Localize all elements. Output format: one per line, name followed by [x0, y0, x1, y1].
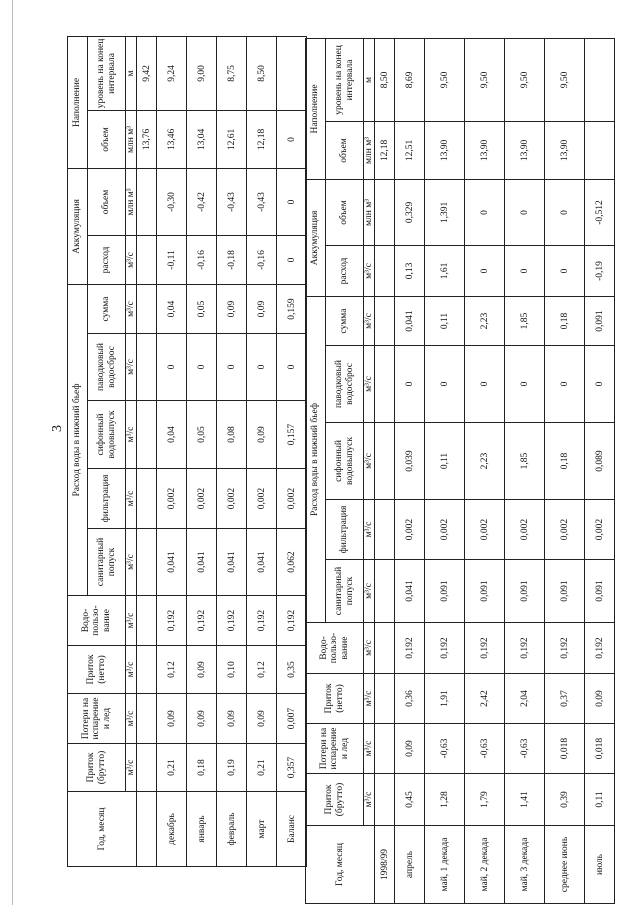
table-cell: -0,18: [217, 235, 247, 284]
table-cell: 0,091: [465, 560, 505, 623]
table-cell: [137, 744, 157, 792]
t2-header-year: Год, месяц: [306, 826, 375, 904]
unit-label: м³/с: [364, 346, 375, 423]
table-cell: 0,062: [277, 529, 307, 596]
unit-label: м³/с: [126, 596, 137, 646]
table-row: [187, 36, 217, 866]
table-cell: [375, 724, 395, 774]
t2-header-level: уровень на конец интервала: [326, 38, 364, 121]
table-cell: 0,12: [247, 646, 277, 694]
table-cell: 0,04: [157, 401, 187, 469]
table-cell: 0: [187, 334, 217, 401]
table-cell: 0,05: [187, 401, 217, 469]
scan-edge-line: [12, 0, 13, 905]
t2-header-fill-group: Наполнение: [306, 38, 326, 179]
table-cell: 0,192: [425, 623, 465, 674]
table-cell: -0,30: [157, 168, 187, 235]
table-row: [157, 36, 187, 866]
table-cell: 9,42: [137, 36, 157, 110]
t2-header-sum: сумма: [326, 296, 364, 345]
table-cell: 9,50: [465, 38, 505, 121]
table-cell: 2,23: [465, 296, 505, 345]
unit-label: м³/с: [364, 423, 375, 500]
table-cell: -0,16: [187, 235, 217, 284]
table-cell: [375, 674, 395, 724]
table-cell: 0,002: [465, 500, 505, 560]
table-cell: 0,36: [395, 674, 425, 724]
table-cell: 0: [465, 245, 505, 296]
table-row: [247, 36, 277, 866]
table-row: [585, 38, 615, 903]
table-cell: 0,002: [157, 469, 187, 529]
table-cell: 0,09: [247, 284, 277, 333]
table-cell: -0,16: [247, 235, 277, 284]
table-cell: 0,002: [395, 500, 425, 560]
table-cell: -0,42: [187, 168, 217, 235]
table-cell: 0,002: [585, 500, 615, 560]
t1-header-level: уровень на конец интервала: [88, 36, 126, 110]
table-1: [67, 37, 307, 867]
row-label: 1998/99: [375, 826, 395, 904]
table-cell: 0,18: [187, 744, 217, 792]
table-cell: 0,091: [585, 296, 615, 345]
table-cell: 0: [277, 110, 307, 168]
table-cell: 9,50: [425, 38, 465, 121]
t2-header-filtration: фильтрация: [326, 500, 364, 560]
table-cell: 13,90: [505, 121, 545, 179]
table-cell: 9,50: [545, 38, 585, 121]
table-cell: 0,09: [585, 674, 615, 724]
table-cell: 12,18: [375, 121, 395, 179]
unit-label: м³/с: [126, 529, 137, 596]
row-label: июль: [585, 826, 615, 904]
t2-header-accum-group: Аккумуляция: [306, 179, 326, 296]
unit-label: м³/с: [126, 235, 137, 284]
t1-header-flood: паводковый водосброс: [88, 334, 126, 401]
unit-label: м³/с: [364, 623, 375, 674]
table-cell: 0: [465, 346, 505, 423]
table-cell: 0,157: [277, 401, 307, 469]
t1-header-volume: объем: [88, 168, 126, 235]
table-row-initial: [137, 36, 157, 866]
table-cell: 0,11: [425, 423, 465, 500]
table-cell: 0,04: [157, 284, 187, 333]
unit-label: млн м³: [364, 179, 375, 245]
table-cell: 12,51: [395, 121, 425, 179]
table-cell: 0,007: [277, 694, 307, 744]
table-cell: 0: [277, 235, 307, 284]
table-cell: 0,35: [277, 646, 307, 694]
table-row: [465, 38, 505, 903]
table-cell: 0,09: [157, 694, 187, 744]
unit-label: м³/с: [364, 724, 375, 774]
table-cell: 0,192: [395, 623, 425, 674]
t1-header-water-use: Водо-пользо-вание: [68, 596, 126, 646]
table-cell: 8,50: [247, 36, 277, 110]
unit-label: м³/с: [364, 774, 375, 826]
table-cell: 0: [157, 334, 187, 401]
row-label: январь: [187, 792, 217, 867]
table-cell: [137, 529, 157, 596]
row-label: май, 2 декада: [465, 826, 505, 904]
table-cell: 1,41: [505, 774, 545, 826]
table-cell: [137, 469, 157, 529]
t1-header-filtration: фильтрация: [88, 469, 126, 529]
table-cell: 0,192: [187, 596, 217, 646]
table-cell: [375, 500, 395, 560]
table-cell: [137, 694, 157, 744]
table-cell: 13,46: [157, 110, 187, 168]
t2-header-inflow-net: Приток (нетто): [306, 674, 364, 724]
table-cell: 0: [395, 346, 425, 423]
row-label: май, 1 декада: [425, 826, 465, 904]
t2-header-rate: расход: [326, 245, 364, 296]
table-cell: 0,041: [187, 529, 217, 596]
t1-header-accum-group: Аккумуляция: [68, 168, 88, 284]
table-cell: 1,79: [465, 774, 505, 826]
unit-label: м: [126, 36, 137, 110]
unit-label: млн м³: [126, 168, 137, 235]
t1-header-losses: Потери на испарение и лед: [68, 694, 126, 744]
table-row-balance: [277, 36, 307, 866]
table-cell: 0,159: [277, 284, 307, 333]
table-cell: -0,512: [585, 179, 615, 245]
t1-header-siphon: сифонный водовыпуск: [88, 401, 126, 469]
table-cell: 0,192: [217, 596, 247, 646]
t2-header-flood: паводковый водосброс: [326, 346, 364, 423]
t2-header-sanitary: санитарный попуск: [326, 560, 364, 623]
table-cell: 1,391: [425, 179, 465, 245]
t2-header-losses: Потери на испарение и лед: [306, 724, 364, 774]
table-cell: 0,089: [585, 423, 615, 500]
table-cell: 0,12: [157, 646, 187, 694]
table-cell: 0: [277, 334, 307, 401]
table-cell: [375, 560, 395, 623]
table-cell: 0,192: [465, 623, 505, 674]
table-cell: [277, 36, 307, 110]
table-cell: 13,04: [187, 110, 217, 168]
table-cell: 0,357: [277, 744, 307, 792]
table-cell: 8,50: [375, 38, 395, 121]
table-cell: -0,63: [465, 724, 505, 774]
table-cell: 0: [585, 346, 615, 423]
unit-label: м³/с: [126, 401, 137, 469]
table-cell: [375, 346, 395, 423]
table-cell: 0,041: [247, 529, 277, 596]
table-cell: [375, 423, 395, 500]
unit-label: м³/с: [126, 744, 137, 792]
table-cell: 0,21: [247, 744, 277, 792]
table-cell: 0: [465, 179, 505, 245]
table-cell: 0: [545, 245, 585, 296]
t2-header-discharge-group: Расход воды в нижний бьеф: [306, 296, 326, 622]
table-cell: 0,11: [585, 774, 615, 826]
table-cell: 9,24: [157, 36, 187, 110]
table-cell: 0: [545, 179, 585, 245]
table-cell: 0,002: [217, 469, 247, 529]
table-cell: 0,002: [187, 469, 217, 529]
table-cell: 0: [545, 346, 585, 423]
t2-header-water-use: Водо-пользо-вание: [306, 623, 364, 674]
table-cell: [137, 284, 157, 333]
t1-header-inflow-gross: Приток (брутто): [68, 744, 126, 792]
table-cell: 0,09: [247, 694, 277, 744]
table-cell: 13,90: [425, 121, 465, 179]
table-cell: 0: [277, 168, 307, 235]
table-cell: [137, 401, 157, 469]
table-row: [545, 38, 585, 903]
table-row: [395, 38, 425, 903]
table-cell: 0,091: [585, 560, 615, 623]
t2-header-volume: объем: [326, 179, 364, 245]
table-cell: 13,76: [137, 110, 157, 168]
t1-header-sum: сумма: [88, 284, 126, 333]
table-cell: 2,04: [505, 674, 545, 724]
table-cell: 0: [505, 179, 545, 245]
row-label: февраль: [217, 792, 247, 867]
table-cell: [375, 245, 395, 296]
t1-header-fill-group: Наполнение: [68, 36, 88, 168]
table-cell: 0,039: [395, 423, 425, 500]
table-cell: 0,002: [545, 500, 585, 560]
table-cell: 0,002: [277, 469, 307, 529]
table-cell: [137, 235, 157, 284]
table-cell: 0,39: [545, 774, 585, 826]
table-cell: 0,09: [247, 401, 277, 469]
table-cell: 13,90: [545, 121, 585, 179]
table-2: [305, 39, 615, 904]
table-row: [505, 38, 545, 903]
table-cell: 0,192: [157, 596, 187, 646]
table-cell: 8,75: [217, 36, 247, 110]
table-cell: 8,69: [395, 38, 425, 121]
table-cell: 12,61: [217, 110, 247, 168]
table-cell: -0,63: [505, 724, 545, 774]
row-label: апрель: [395, 826, 425, 904]
table-cell: [585, 121, 615, 179]
table-cell: 0,09: [187, 694, 217, 744]
table-row-initial: [375, 38, 395, 903]
page-number: 3: [50, 425, 65, 432]
row-label: март: [247, 792, 277, 867]
table-cell: 0,08: [217, 401, 247, 469]
row-label: декабрь: [157, 792, 187, 867]
table-cell: 0,091: [545, 560, 585, 623]
row-label: май, 3 декада: [505, 826, 545, 904]
table-cell: 0: [425, 346, 465, 423]
table-cell: [137, 646, 157, 694]
table-cell: 0,09: [395, 724, 425, 774]
table-cell: 0,041: [395, 296, 425, 345]
table-cell: 0,041: [157, 529, 187, 596]
row-label: среднее июнь: [545, 826, 585, 904]
t2-header-inflow-gross: Приток (брутто): [306, 774, 364, 826]
table-row: [217, 36, 247, 866]
table-cell: -0,63: [425, 724, 465, 774]
unit-label: м³/с: [364, 245, 375, 296]
row-label: [137, 792, 157, 867]
table-cell: 0,09: [217, 694, 247, 744]
table-cell: 0,19: [217, 744, 247, 792]
table-cell: 9,50: [505, 38, 545, 121]
table-cell: 0,18: [545, 296, 585, 345]
table-cell: 0: [505, 245, 545, 296]
table-cell: [137, 596, 157, 646]
table-cell: -0,19: [585, 245, 615, 296]
table-cell: 1,91: [425, 674, 465, 724]
table-cell: 0,11: [425, 296, 465, 345]
table-cell: 0,041: [395, 560, 425, 623]
t1-header-discharge-group: Расход воды в нижний бьеф: [68, 284, 88, 595]
table-cell: 0: [505, 346, 545, 423]
table-cell: 0,05: [187, 284, 217, 333]
table-cell: 0,091: [425, 560, 465, 623]
table-cell: [585, 38, 615, 121]
table-cell: 0,192: [247, 596, 277, 646]
table-cell: 0,09: [217, 284, 247, 333]
table-cell: [375, 179, 395, 245]
table-cell: -0,43: [247, 168, 277, 235]
t1-header-fill-volume: объем: [88, 110, 126, 168]
t1-header-rate: расход: [88, 235, 126, 284]
unit-label: млн м³: [126, 110, 137, 168]
table-cell: 0,018: [585, 724, 615, 774]
table-cell: 0,002: [505, 500, 545, 560]
unit-label: м³/с: [126, 334, 137, 401]
row-label: Баланс: [277, 792, 307, 867]
table-cell: 12,18: [247, 110, 277, 168]
table-cell: 0,18: [545, 423, 585, 500]
table-cell: 1,61: [425, 245, 465, 296]
table-cell: 0,21: [157, 744, 187, 792]
unit-label: м³/с: [364, 500, 375, 560]
table-cell: 2,42: [465, 674, 505, 724]
table-cell: 0,09: [187, 646, 217, 694]
unit-label: млн м³: [364, 121, 375, 179]
table-cell: 0,192: [585, 623, 615, 674]
table-cell: 0,002: [425, 500, 465, 560]
unit-label: м³/с: [126, 469, 137, 529]
table-cell: 0,37: [545, 674, 585, 724]
table-cell: 1,85: [505, 423, 545, 500]
table-cell: 0,018: [545, 724, 585, 774]
t1-header-inflow-net: Приток (нетто): [68, 646, 126, 694]
table-cell: 0,192: [277, 596, 307, 646]
unit-label: м: [364, 38, 375, 121]
table-cell: [137, 334, 157, 401]
t2-header-fill-volume: объем: [326, 121, 364, 179]
table-cell: 0: [217, 334, 247, 401]
table-cell: [375, 774, 395, 826]
table-cell: -0,43: [217, 168, 247, 235]
unit-label: м³/с: [126, 284, 137, 333]
table-cell: 0,329: [395, 179, 425, 245]
t1-header-year: Год, месяц: [68, 792, 137, 867]
table-cell: 13,90: [465, 121, 505, 179]
table-cell: 0,091: [505, 560, 545, 623]
table-cell: -0,11: [157, 235, 187, 284]
table-cell: 0,13: [395, 245, 425, 296]
table-cell: 0,002: [247, 469, 277, 529]
table-cell: 0,192: [545, 623, 585, 674]
table-cell: 1,85: [505, 296, 545, 345]
unit-label: м³/с: [364, 560, 375, 623]
table-cell: 1,28: [425, 774, 465, 826]
table-cell: 0,041: [217, 529, 247, 596]
table-cell: 2,23: [465, 423, 505, 500]
table-cell: 9,00: [187, 36, 217, 110]
table-cell: 0: [247, 334, 277, 401]
t2-header-siphon: сифонный водовыпуск: [326, 423, 364, 500]
table-cell: [137, 168, 157, 235]
table-cell: 0,10: [217, 646, 247, 694]
unit-label: м³/с: [364, 296, 375, 345]
table-cell: 0,192: [505, 623, 545, 674]
t1-header-sanitary: санитарный попуск: [88, 529, 126, 596]
table-cell: 0,45: [395, 774, 425, 826]
unit-label: м³/с: [126, 646, 137, 694]
table-cell: [375, 623, 395, 674]
table-cell: [375, 296, 395, 345]
unit-label: м³/с: [126, 694, 137, 744]
unit-label: м³/с: [364, 674, 375, 724]
table-row: [425, 38, 465, 903]
